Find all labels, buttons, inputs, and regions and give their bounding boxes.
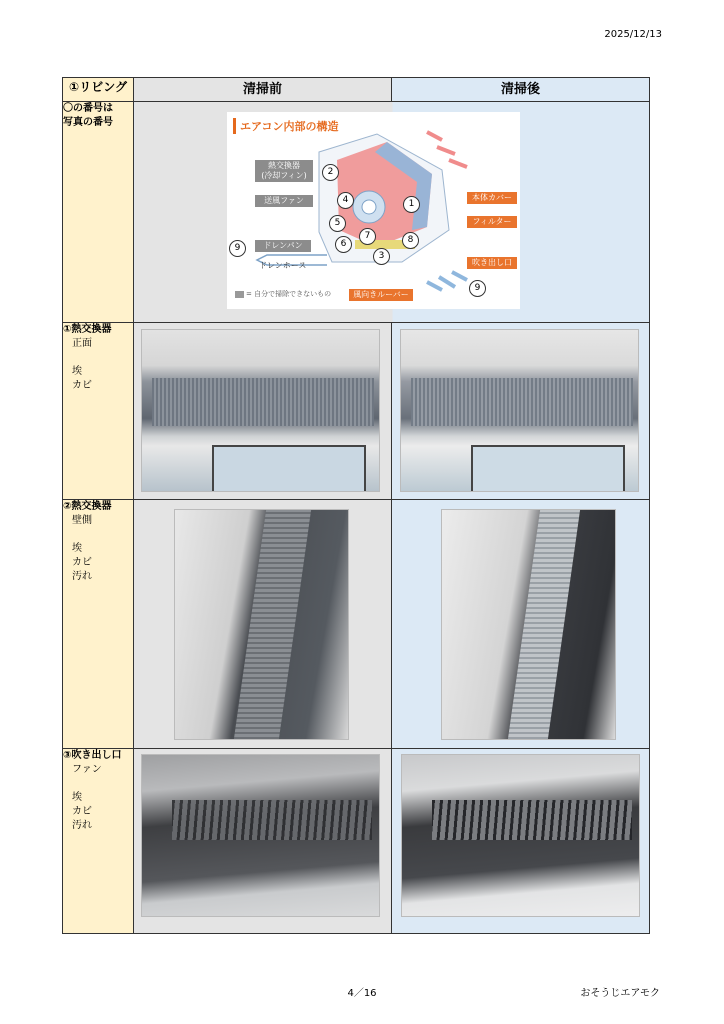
photo-row-2 [63, 500, 650, 749]
row-2-label [63, 500, 134, 749]
row-3-sub: ファン [72, 764, 102, 775]
label-drain-hose: ドレンホース [259, 261, 307, 270]
label-louver: 風向きルーバー [349, 289, 413, 301]
room-name: ①リビング [63, 78, 134, 102]
row-1-before-cell [134, 323, 392, 500]
label-heat-exchanger: 熱交換器 (冷却フィン) [255, 160, 313, 182]
diagram-row-label [63, 102, 134, 323]
row-1-before-photo [141, 329, 380, 492]
row-1-item-1: 埃 [72, 366, 82, 377]
header-row [63, 78, 650, 102]
marker-9-right: 9 [469, 280, 486, 297]
row-2-after-cell [392, 500, 650, 749]
marker-9-left: 9 [229, 240, 246, 257]
row-3-after-cell [392, 749, 650, 934]
window-frame [471, 445, 625, 492]
company-name: おそうじエアモク [580, 988, 660, 999]
label-drain-pan: ドレンパン [255, 240, 311, 252]
diagram-legend [235, 289, 331, 299]
row-3-item-1: 埃 [72, 792, 82, 803]
heat-exchanger-fins [152, 378, 374, 426]
row-2-item-2: カビ [72, 557, 92, 568]
dirty-louver [172, 800, 372, 840]
marker-6: 6 [335, 236, 352, 253]
dusty-fins [234, 510, 311, 739]
row-3-label [63, 749, 134, 934]
label-line-2: 写真の番号 [63, 117, 113, 128]
diagram-row [63, 102, 650, 323]
marker-3: 3 [373, 248, 390, 265]
after-header: 清掃後 [392, 78, 650, 102]
marker-1: 1 [403, 196, 420, 213]
aircon-structure-diagram [227, 112, 520, 309]
label-outlet: 吹き出し口 [467, 257, 517, 269]
before-header: 清掃前 [134, 78, 392, 102]
heat-exchanger-fins [411, 378, 633, 426]
diagram-title: エアコン内部の構造 [233, 118, 338, 134]
row-3-before-cell [134, 749, 392, 934]
row-2-before-photo [174, 509, 349, 740]
label-body-cover: 本体カバー [467, 192, 517, 204]
row-3-after-photo [401, 754, 640, 917]
row-1-after-cell [392, 323, 650, 500]
clean-louver [432, 800, 632, 840]
clean-fins [508, 510, 580, 739]
row-1-label [63, 323, 134, 500]
row-3-before-photo [141, 754, 380, 917]
window-frame [212, 445, 366, 492]
row-2-item-1: 埃 [72, 543, 82, 554]
report-date: 2025/12/13 [604, 29, 662, 40]
photo-row-3 [63, 749, 650, 934]
row-2-title: ②熱交換器 [63, 501, 112, 512]
marker-7: 7 [359, 228, 376, 245]
row-1-title: ①熱交換器 [63, 324, 112, 335]
legend-text: = 自分で掃除できないもの [246, 290, 332, 298]
row-1-sub: 正面 [72, 338, 92, 349]
label-line-1: 〇の番号は [63, 103, 113, 114]
marker-2: 2 [322, 164, 339, 181]
label-fan: 送風ファン [255, 195, 313, 207]
cleaning-report-table [62, 77, 650, 934]
row-2-sub: 壁側 [72, 515, 92, 526]
label-filter: フィルター [467, 216, 517, 228]
row-2-item-3: 汚れ [72, 571, 92, 582]
marker-4: 4 [337, 192, 354, 209]
row-3-title: ③吹き出し口 [63, 750, 122, 761]
row-2-after-photo [441, 509, 616, 740]
marker-5: 5 [329, 215, 346, 232]
marker-8: 8 [402, 232, 419, 249]
row-3-item-3: 汚れ [72, 820, 92, 831]
legend-swatch [235, 291, 244, 298]
row-1-item-2: カビ [72, 380, 92, 391]
page-number: 4／16 [347, 988, 377, 999]
diagram-cell [134, 102, 650, 323]
row-2-before-cell [134, 500, 392, 749]
row-3-item-2: カビ [72, 806, 92, 817]
photo-row-1 [63, 323, 650, 500]
row-1-after-photo [400, 329, 639, 492]
